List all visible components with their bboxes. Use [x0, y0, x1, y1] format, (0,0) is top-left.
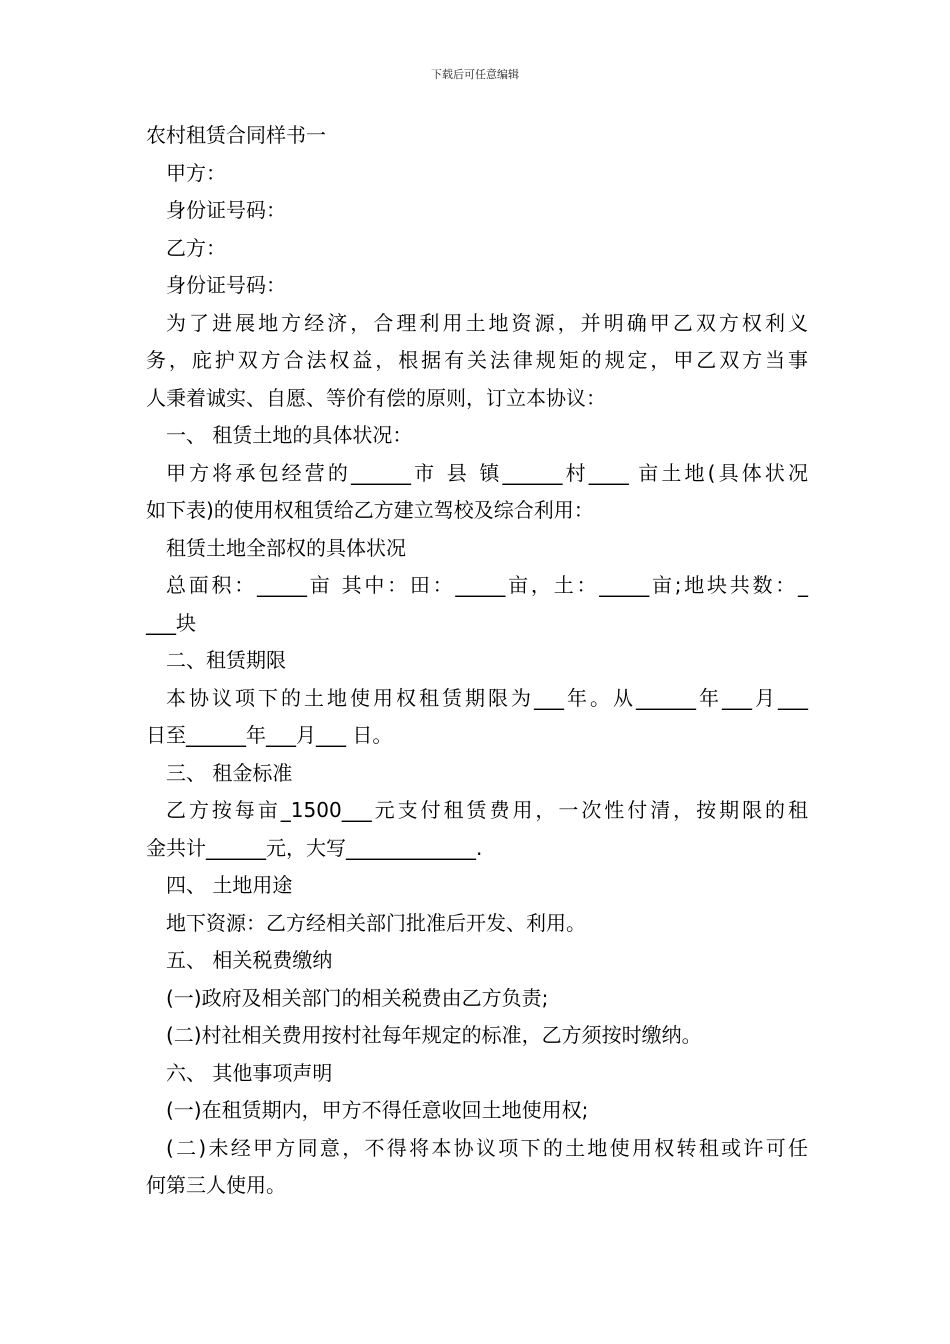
- document-title: 农村租赁合同样书一: [146, 123, 326, 147]
- section-1-heading: 一、 租赁土地的具体状况：: [166, 423, 413, 447]
- preamble-line: 人秉着诚实、自愿、等价有偿的原则，订立本协议：: [146, 385, 606, 410]
- section-1-text-line: 如下表)的使用权租赁给乙方建立驾校及综合利用：: [146, 498, 594, 522]
- section-2-text-line: 日至______年___月___ 日。: [146, 723, 393, 747]
- section-4-text: 地下资源：乙方经相关部门批准后开发、利用。: [166, 910, 586, 935]
- section-5-item: (二)村社相关费用按村社每年规定的标准，乙方须按时缴纳。: [166, 1023, 702, 1047]
- section-5-heading: 五、 相关税费缴纳: [166, 948, 333, 972]
- section-6-heading: 六、 其他事项声明: [166, 1060, 333, 1085]
- section-1-area-line: 总面积：_____亩 其中：田：_____亩，土：_____亩;地块共数：_: [166, 573, 808, 597]
- section-3-heading: 三、 租金标准: [166, 760, 293, 785]
- section-6-item: 何第三人使用。: [146, 1173, 286, 1197]
- section-3-text-line: 乙方按每亩_1500___元支付租赁费用，一次性付清，按期限的租: [166, 798, 808, 822]
- page-header-note: 下载后可任意编辑: [431, 68, 519, 81]
- section-6-item: (二)未经甲方同意，不得将本协议项下的土地使用权转租或许可任: [166, 1135, 808, 1160]
- section-3-text-line: 金共计______元，大写_____________.: [146, 835, 483, 860]
- section-5-item: (一)政府及相关部门的相关税费由乙方负责;: [166, 985, 549, 1010]
- party-b-label: 乙方：: [166, 235, 226, 260]
- section-6-item: (一)在租赁期内，甲方不得任意收回土地使用权;: [166, 1098, 589, 1122]
- document-body: [146, 117, 808, 1205]
- party-b-id-label: 身份证号码：: [166, 273, 286, 297]
- preamble-line: 为了进展地方经济，合理利用土地资源，并明确甲乙双方权利义: [166, 310, 808, 335]
- section-4-heading: 四、 土地用途: [166, 873, 293, 897]
- party-a-id-label: 身份证号码：: [166, 198, 286, 222]
- section-2-text-line: 本协议项下的土地使用权租赁期限为___年。从______年___月___: [166, 685, 808, 710]
- party-a-label: 甲方：: [166, 160, 226, 185]
- section-2-heading: 二、租赁期限: [166, 648, 286, 672]
- section-1-text-line: 甲方将承包经营的______市 县 镇______村____ 亩土地(具体状况: [166, 460, 808, 485]
- preamble-line: 务，庇护双方合法权益，根据有关法律规矩的规定，甲乙双方当事: [146, 348, 808, 372]
- section-1-table-caption: 租赁土地全部权的具体状况: [166, 535, 406, 560]
- section-1-area-line: ___块: [146, 610, 196, 635]
